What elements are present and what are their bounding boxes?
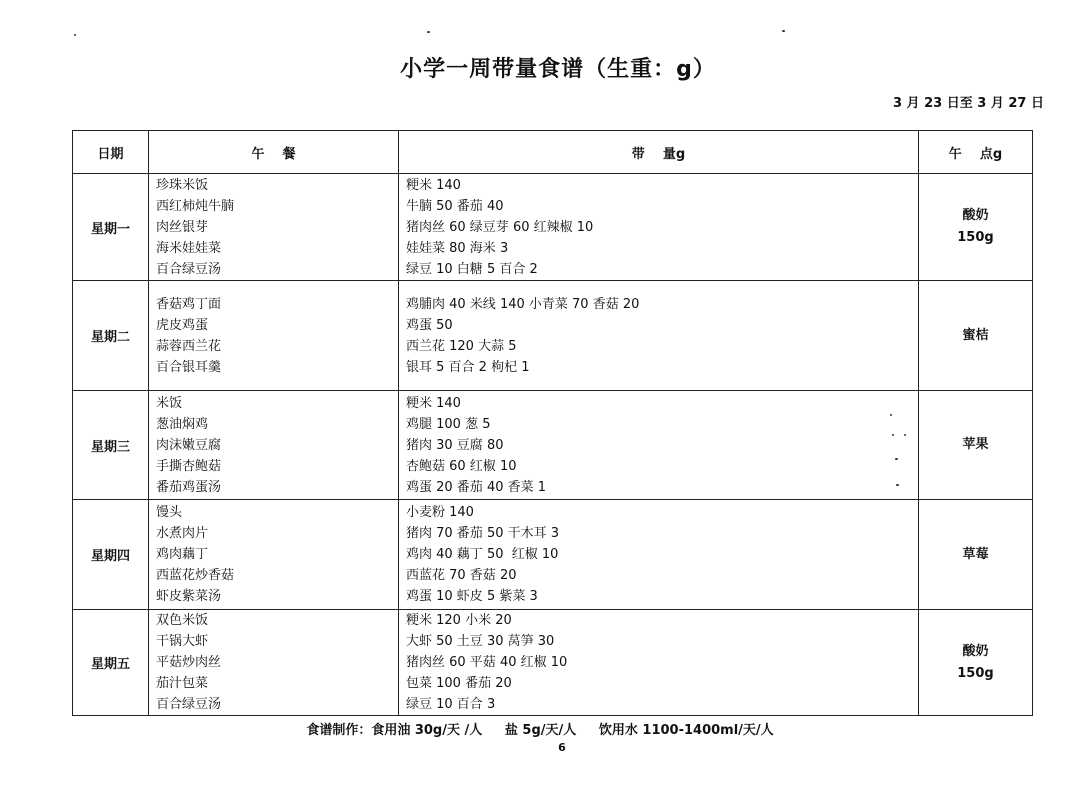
dish-name: 水煮肉片 bbox=[156, 526, 209, 541]
quantity-item: 小麦粉 140 bbox=[406, 505, 474, 520]
day-label: 星期二 bbox=[73, 281, 149, 391]
dish-name: 肉沫嫩豆腐 bbox=[156, 437, 222, 453]
dish-name: 茄汁包菜 bbox=[156, 676, 209, 691]
snack-amount: 150g bbox=[957, 665, 994, 681]
day-row-friday bbox=[73, 610, 1033, 716]
snack-cell bbox=[919, 174, 1033, 281]
quantity-item: 包菜 100 番茄 20 bbox=[406, 676, 512, 691]
dish-name: 虎皮鸡蛋 bbox=[156, 317, 209, 333]
menu-table bbox=[72, 130, 1033, 716]
dish-name: 米饭 bbox=[156, 395, 183, 411]
dish-list bbox=[149, 500, 399, 610]
day-row-tuesday bbox=[73, 281, 1033, 391]
quantity-item: 绿豆 10 百合 3 bbox=[406, 697, 496, 712]
quantity-item: 鸡蛋 20 番茄 40 香菜 1 bbox=[406, 479, 547, 495]
quantity-list bbox=[399, 500, 919, 610]
page-number: 6 bbox=[558, 741, 566, 754]
header-snack: 午 点g bbox=[919, 131, 1033, 174]
dish-list bbox=[149, 391, 399, 500]
dish-name: 香菇鸡丁面 bbox=[156, 296, 222, 312]
quantity-item: 鸡腿 100 葱 5 bbox=[406, 416, 491, 432]
dish-name: 番茄鸡蛋汤 bbox=[156, 479, 222, 495]
scan-speck bbox=[890, 414, 892, 416]
day-label: 星期一 bbox=[73, 174, 149, 281]
dish-name: 百合绿豆汤 bbox=[156, 261, 222, 277]
snack-name: 苹果 bbox=[962, 437, 989, 452]
quantity-item: 银耳 5 百合 2 枸杞 1 bbox=[406, 359, 530, 375]
scan-speck bbox=[427, 31, 430, 33]
scan-speck bbox=[904, 434, 906, 436]
quantity-item: 猪肉 70 番茄 50 干木耳 3 bbox=[406, 526, 560, 541]
quantity-item: 牛腩 50 番茄 40 bbox=[406, 198, 504, 214]
quantity-list bbox=[399, 391, 919, 500]
dish-list bbox=[149, 610, 399, 716]
scan-speck bbox=[896, 484, 899, 486]
header-lunch: 午 餐 bbox=[149, 131, 399, 174]
dish-list bbox=[149, 174, 399, 281]
dish-name: 肉丝银芽 bbox=[156, 219, 209, 235]
quantity-item: 粳米 120 小米 20 bbox=[406, 613, 512, 628]
snack-name: 酸奶 bbox=[962, 643, 989, 659]
quantity-item: 大虾 50 土豆 30 莴笋 30 bbox=[406, 634, 555, 649]
quantity-list bbox=[399, 174, 919, 281]
dish-name: 百合绿豆汤 bbox=[156, 697, 222, 712]
day-row-thursday bbox=[73, 500, 1033, 610]
snack-cell bbox=[919, 610, 1033, 716]
day-label: 星期五 bbox=[73, 610, 149, 716]
day-row-monday bbox=[73, 174, 1033, 281]
snack-amount: 150g bbox=[957, 230, 994, 245]
dish-name: 干锅大虾 bbox=[156, 634, 209, 649]
dish-name: 手撕杏鲍菇 bbox=[156, 458, 222, 474]
quantity-item: 猪肉丝 60 绿豆芽 60 红辣椒 10 bbox=[406, 219, 594, 235]
dish-name: 葱油焖鸡 bbox=[156, 416, 209, 432]
day-row-wednesday bbox=[73, 391, 1033, 500]
quantity-item: 鸡脯肉 40 米线 140 小青菜 70 香菇 20 bbox=[406, 296, 640, 312]
quantity-item: 杏鲍菇 60 红椒 10 bbox=[406, 458, 517, 474]
quantity-item: 鸡肉 40 藕丁 50 红椒 10 bbox=[406, 547, 559, 562]
quantity-item: 绿豆 10 白糖 5 百合 2 bbox=[406, 261, 538, 277]
snack-cell bbox=[919, 391, 1033, 500]
snack-name: 酸奶 bbox=[962, 208, 989, 223]
quantity-item: 粳米 140 bbox=[406, 177, 461, 193]
scan-speck bbox=[74, 34, 76, 36]
dish-name: 西红柿炖牛腩 bbox=[156, 198, 235, 214]
quantity-list bbox=[399, 610, 919, 716]
footer-note: 食谱制作：食用油 30g/天 /人 盐 5g/天/人 饮用水 1100-1400ml/天/人 bbox=[306, 723, 774, 738]
scan-speck bbox=[895, 458, 898, 460]
quantity-item: 鸡蛋 50 bbox=[406, 317, 453, 333]
dish-name: 西蓝花炒香菇 bbox=[156, 568, 235, 583]
dish-name: 平菇炒肉丝 bbox=[156, 655, 222, 670]
snack-cell bbox=[919, 500, 1033, 610]
quantity-item: 娃娃菜 80 海米 3 bbox=[406, 240, 509, 256]
scan-speck bbox=[892, 434, 894, 436]
dish-name: 蒜蓉西兰花 bbox=[156, 338, 222, 354]
dish-name: 鸡肉藕丁 bbox=[156, 547, 209, 562]
quantity-item: 猪肉 30 豆腐 80 bbox=[406, 437, 504, 453]
header-row bbox=[73, 131, 1033, 174]
header-quantity: 带 量g bbox=[399, 131, 919, 174]
quantity-item: 西蓝花 70 香菇 20 bbox=[406, 568, 517, 583]
quantity-item: 西兰花 120 大蒜 5 bbox=[406, 338, 517, 354]
snack-cell bbox=[919, 281, 1033, 391]
quantity-item: 粳米 140 bbox=[406, 395, 461, 411]
dish-name: 馒头 bbox=[156, 505, 183, 520]
snack-name: 蜜桔 bbox=[962, 327, 989, 343]
page-title: 小学一周带量食谱（生重：g） bbox=[400, 57, 716, 82]
date-range: 3 月 23 日至 3 月 27 日 bbox=[893, 96, 1044, 111]
day-label: 星期四 bbox=[73, 500, 149, 610]
quantity-list bbox=[399, 281, 919, 391]
dish-name: 双色米饭 bbox=[156, 613, 209, 628]
dish-name: 虾皮紫菜汤 bbox=[156, 589, 222, 604]
header-date: 日期 bbox=[73, 131, 149, 174]
snack-name: 草莓 bbox=[962, 546, 989, 562]
day-label: 星期三 bbox=[73, 391, 149, 500]
dish-name: 百合银耳羹 bbox=[156, 359, 222, 375]
dish-name: 珍珠米饭 bbox=[156, 177, 209, 193]
scan-speck bbox=[782, 30, 785, 32]
quantity-item: 鸡蛋 10 虾皮 5 紫菜 3 bbox=[406, 589, 538, 604]
dish-list bbox=[149, 281, 399, 391]
dish-name: 海米娃娃菜 bbox=[156, 240, 222, 256]
quantity-item: 猪肉丝 60 平菇 40 红椒 10 bbox=[406, 655, 568, 670]
